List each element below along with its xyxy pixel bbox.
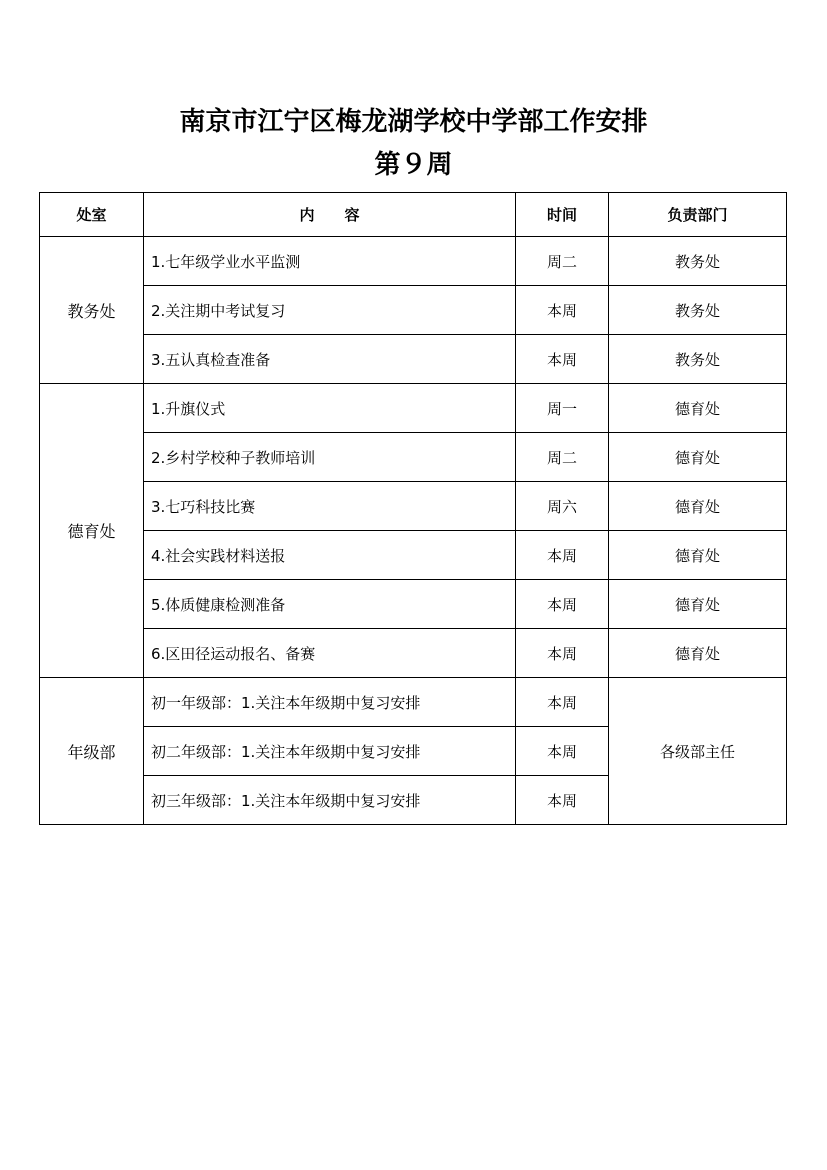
document-title: 南京市江宁区梅龙湖学校中学部工作安排	[179, 107, 648, 137]
time-cell: 本周	[516, 629, 609, 678]
owner-cell-merged: 各级部主任	[609, 678, 787, 825]
header-time: 时间	[516, 193, 609, 237]
time-cell: 本周	[516, 580, 609, 629]
time-cell: 本周	[516, 531, 609, 580]
owner-cell: 教务处	[609, 335, 787, 384]
header-dept: 处室	[40, 193, 144, 237]
table-row	[40, 678, 787, 727]
owner-cell: 教务处	[609, 286, 787, 335]
table-row	[40, 286, 787, 335]
schedule-table	[39, 192, 787, 825]
owner-cell: 德育处	[609, 531, 787, 580]
owner-cell: 德育处	[609, 482, 787, 531]
table-row	[40, 384, 787, 433]
table-row	[40, 531, 787, 580]
time-cell: 本周	[516, 727, 609, 776]
content-cell: 3.七巧科技比赛	[144, 482, 516, 531]
table-row	[40, 580, 787, 629]
time-cell: 周二	[516, 433, 609, 482]
owner-cell: 德育处	[609, 384, 787, 433]
table-row	[40, 629, 787, 678]
time-cell: 本周	[516, 335, 609, 384]
time-cell: 周一	[516, 384, 609, 433]
time-cell: 本周	[516, 678, 609, 727]
week-label: 第９周	[374, 150, 453, 180]
content-cell: 5.体质健康检测准备	[144, 580, 516, 629]
header-content: 内 容	[144, 193, 516, 237]
dept-cell: 德育处	[40, 384, 144, 678]
time-cell: 周二	[516, 237, 609, 286]
owner-cell: 德育处	[609, 433, 787, 482]
content-cell: 2.关注期中考试复习	[144, 286, 516, 335]
content-cell: 初二年级部：1.关注本年级期中复习安排	[144, 727, 516, 776]
content-cell: 初三年级部：1.关注本年级期中复习安排	[144, 776, 516, 825]
owner-cell: 德育处	[609, 629, 787, 678]
dept-cell: 年级部	[40, 678, 144, 825]
table-header-row	[40, 193, 787, 237]
content-cell: 1.升旗仪式	[144, 384, 516, 433]
content-cell: 2.乡村学校种子教师培训	[144, 433, 516, 482]
header-owner: 负责部门	[609, 193, 787, 237]
time-cell: 本周	[516, 776, 609, 825]
content-cell: 1.七年级学业水平监测	[144, 237, 516, 286]
content-cell: 初一年级部：1.关注本年级期中复习安排	[144, 678, 516, 727]
table-row	[40, 482, 787, 531]
dept-cell: 教务处	[40, 237, 144, 384]
owner-cell: 德育处	[609, 580, 787, 629]
owner-cell: 教务处	[609, 237, 787, 286]
time-cell: 周六	[516, 482, 609, 531]
content-cell: 3.五认真检查准备	[144, 335, 516, 384]
table-row	[40, 237, 787, 286]
content-cell: 4.社会实践材料送报	[144, 531, 516, 580]
table-row	[40, 335, 787, 384]
table-row	[40, 433, 787, 482]
time-cell: 本周	[516, 286, 609, 335]
content-cell: 6.区田径运动报名、备赛	[144, 629, 516, 678]
